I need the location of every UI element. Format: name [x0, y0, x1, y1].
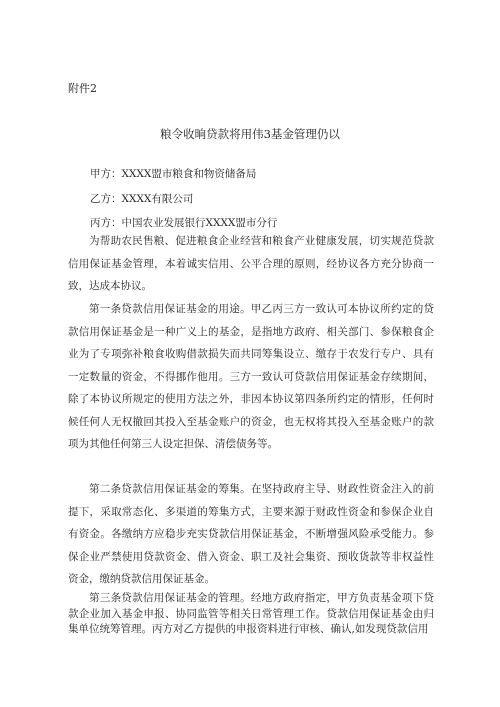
document-title: 粮令收晌贷款将用伟3基金管理仍以 [160, 127, 340, 141]
article-1-paragraph: 第一条贷款信用保证基金的用途。甲乙丙三方一致认可本协议所约定的贷款信用保证基金是一种广义上的基金，是指地方政府、相关部门、参保粮食企业为了专项弥补粮食收购借款损失而共同筹集设立、缴存于农发行专户、具有一定数量的资金，不得挪作他用。三方一致认可贷款信用保证基金存续期间，除了本协议所规定的使用方法之外，非因本协议第四条所约定的情形，任何时候任何人无权撤回其投入至基金账户的资金，也无权将其投入至基金账户的款项为其他任何第三人设定担保、清偿债务等。 [68, 303, 434, 450]
article-3-paragraph: 第三条贷款信用保证基金的管理。经地方政府指定，甲方负责基金项下贷款企业加入基金申报、协同监管等相关日常管理工作。贷款信用保证基金由归集单位统筹管理。丙方对乙方提供的申报资料进行审核、确认,如发现贷款信用 [68, 592, 434, 635]
party-c: 丙方：中国农业发展银行XXXX盟市分行 [90, 217, 278, 229]
party-b: 乙方：XXXX有限公司 [90, 193, 194, 205]
attachment-label: 附件2 [68, 82, 97, 95]
intro-paragraph: 为帮助农民售粮、促进粮食企业经营和粮食产业健康发展，切实规范贷款信用保证基金管理，本着诚实信用、公平合理的原则，经协议各方充分协商一致，达成本协议。 [68, 235, 434, 292]
article-2-paragraph: 第二条贷款信用保证基金的筹集。在坚持政府主导、财政性资金注入的前提下，采取常态化、多渠道的筹集方式，主要来源于财政性资金和参保企业自有资金。各缴纳方应稳步充实贷款信用保证基金，不断增强风险承受能力。参保企业严禁使用贷款资金、借入资金、职工及社会集资、预收货款等非权益性资金，缴纳贷款信用保证基金。 [68, 483, 434, 585]
party-a: 甲方：XXXX盟市粮食和物资储备局 [90, 168, 257, 180]
